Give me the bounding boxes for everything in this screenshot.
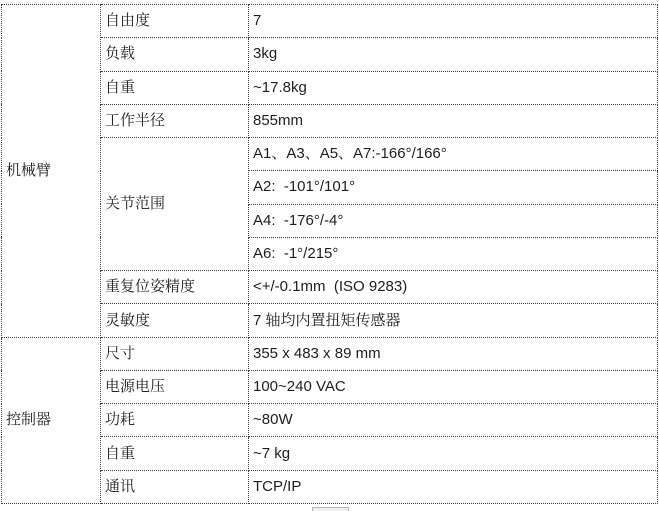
- category-cell-robot-arm: 机械臂: [2, 5, 101, 338]
- value-cell: ~17.8kg: [249, 71, 658, 104]
- table-row: [2, 304, 658, 337]
- table-resize-handle-artifact: [312, 507, 349, 511]
- value-cell: 3kg: [249, 38, 658, 71]
- table-row: [2, 470, 658, 503]
- table-row: [2, 337, 658, 370]
- label-cell: 通讯: [101, 470, 249, 503]
- table-row: [2, 71, 658, 104]
- label-cell: 重复位姿精度: [101, 271, 249, 304]
- label-cell: 灵敏度: [101, 304, 249, 337]
- category-cell-controller: 控制器: [2, 337, 101, 503]
- value-cell: TCP/IP: [249, 470, 658, 503]
- value-cell: A6: -1°/215°: [249, 237, 658, 270]
- table-row: [2, 370, 658, 403]
- label-cell: 负载: [101, 38, 249, 71]
- value-cell: A2: -101°/101°: [249, 171, 658, 204]
- label-cell: 自重: [101, 71, 249, 104]
- value-cell: A1、A3、A5、A7:-166°/166°: [249, 138, 658, 171]
- value-cell: 100~240 VAC: [249, 370, 658, 403]
- value-cell: <+/-0.1mm (ISO 9283): [249, 271, 658, 304]
- value-cell: 355 x 483 x 89 mm: [249, 337, 658, 370]
- label-cell-joint-range: 关节范围: [101, 138, 249, 271]
- label-cell: 尺寸: [101, 337, 249, 370]
- table-row: [2, 404, 658, 437]
- value-cell: ~7 kg: [249, 437, 658, 470]
- spec-table: [1, 4, 658, 504]
- table-row: [2, 104, 658, 137]
- value-cell: 7 轴均内置扭矩传感器: [249, 304, 658, 337]
- table-row: [2, 138, 658, 171]
- table-row: [2, 38, 658, 71]
- label-cell: 电源电压: [101, 370, 249, 403]
- label-cell: 自重: [101, 437, 249, 470]
- value-cell: ~80W: [249, 404, 658, 437]
- value-cell: A4: -176°/-4°: [249, 204, 658, 237]
- label-cell: 功耗: [101, 404, 249, 437]
- table-row: [2, 5, 658, 38]
- value-cell: 7: [249, 5, 658, 38]
- table-row: [2, 437, 658, 470]
- label-cell: 自由度: [101, 5, 249, 38]
- label-cell: 工作半径: [101, 104, 249, 137]
- value-cell: 855mm: [249, 104, 658, 137]
- table-row: [2, 271, 658, 304]
